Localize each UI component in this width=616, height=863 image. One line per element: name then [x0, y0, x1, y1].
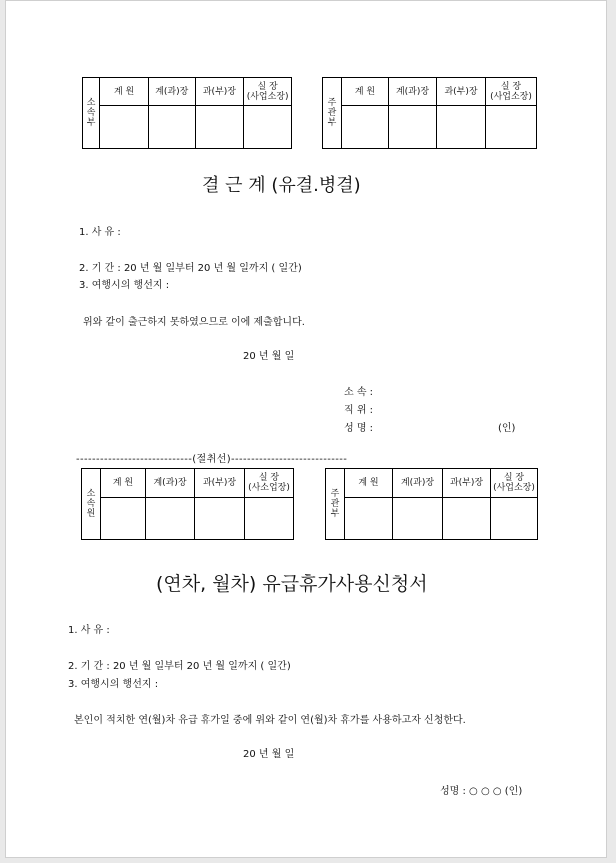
- approval-side-label: 주 관 부: [323, 78, 342, 149]
- signature-field[interactable]: 성명 : ○ ○ ○ (인): [440, 786, 523, 797]
- approval-header-clerk: 계 원: [100, 78, 149, 106]
- name-field[interactable]: 성 명 :: [344, 423, 374, 434]
- period-field[interactable]: 2. 기 간 : 20 년 월 일부터 20 년 월 일까지 ( 일간): [68, 661, 291, 672]
- document-page: [5, 0, 607, 858]
- approval-sign-box[interactable]: [437, 106, 486, 149]
- reason-field[interactable]: 1. 사 유 :: [79, 227, 121, 238]
- approval-sign-box[interactable]: [491, 498, 538, 540]
- approval-header-dept-chief: 과(부)장: [195, 78, 244, 106]
- approval-sign-box[interactable]: [244, 106, 292, 149]
- approval-sign-box[interactable]: [486, 106, 537, 149]
- approval-header-section-chief: 계(과)장: [148, 78, 195, 106]
- approval-side-label: 주 관 부: [326, 469, 345, 540]
- approval-sign-box[interactable]: [195, 106, 244, 149]
- approval-side-label: 소 속 부: [83, 78, 100, 149]
- travel-destination-field[interactable]: 3. 여행시의 행선지 :: [68, 679, 159, 690]
- approval-header-section-chief: 계(과)장: [393, 469, 443, 498]
- submission-date[interactable]: 20 년 월 일: [243, 351, 295, 362]
- seal-mark: (인): [498, 423, 516, 434]
- approval-sign-box[interactable]: [195, 498, 245, 540]
- department-field[interactable]: 소 속 :: [344, 387, 374, 398]
- approval-sign-box[interactable]: [148, 106, 195, 149]
- approval-header-dept-chief: 과(부)장: [443, 469, 491, 498]
- approval-sign-box[interactable]: [443, 498, 491, 540]
- approval-sign-box[interactable]: [245, 498, 294, 540]
- leave-form-title: (연차, 월차) 유급휴가사용신청서: [156, 573, 428, 595]
- approval-header-director: 실 장 (사업소장): [244, 78, 292, 106]
- travel-destination-field[interactable]: 3. 여행시의 행선지 :: [79, 280, 170, 291]
- approval-header-section-chief: 계(과)장: [389, 78, 437, 106]
- approval-sign-box[interactable]: [146, 498, 195, 540]
- approval-header-director: 실 장 (사소업장): [245, 469, 294, 498]
- approval-table-right: [325, 468, 538, 540]
- approval-header-director: 실 장 (사업소장): [486, 78, 537, 106]
- period-field[interactable]: 2. 기 간 : 20 년 월 일부터 20 년 월 일까지 ( 일간): [79, 263, 302, 274]
- reason-field[interactable]: 1. 사 유 :: [68, 625, 110, 636]
- absence-form-title: 결 근 계 (유결.병결): [202, 175, 361, 196]
- approval-sign-box[interactable]: [389, 106, 437, 149]
- approval-header-clerk: 계 원: [342, 78, 389, 106]
- approval-table-left: [81, 468, 294, 540]
- approval-sign-box[interactable]: [342, 106, 389, 149]
- approval-table-left: [82, 77, 292, 149]
- application-statement: 본인이 적치한 연(월)차 유급 휴가일 중에 위와 같이 연(월)차 휴가를 사용하고자 신청한다.: [74, 715, 466, 726]
- approval-header-dept-chief: 과(부)장: [437, 78, 486, 106]
- approval-sign-box[interactable]: [101, 498, 146, 540]
- approval-header-clerk: 계 원: [101, 469, 146, 498]
- approval-side-label: 소 속 원: [82, 469, 101, 540]
- approval-header-director: 실 장 (사업소장): [491, 469, 538, 498]
- approval-sign-box[interactable]: [393, 498, 443, 540]
- cut-line: -----------------------------(절취선)-----------------------------: [76, 454, 348, 465]
- approval-header-dept-chief: 과(부)장: [195, 469, 245, 498]
- approval-sign-box[interactable]: [100, 106, 149, 149]
- approval-sign-box[interactable]: [345, 498, 393, 540]
- approval-header-clerk: 계 원: [345, 469, 393, 498]
- position-field[interactable]: 직 위 :: [344, 405, 374, 416]
- approval-table-right: [322, 77, 537, 149]
- application-date[interactable]: 20 년 월 일: [243, 749, 295, 760]
- approval-header-section-chief: 계(과)장: [146, 469, 195, 498]
- submission-statement: 위와 같이 출근하지 못하였으므로 이에 제출합니다.: [83, 317, 305, 328]
